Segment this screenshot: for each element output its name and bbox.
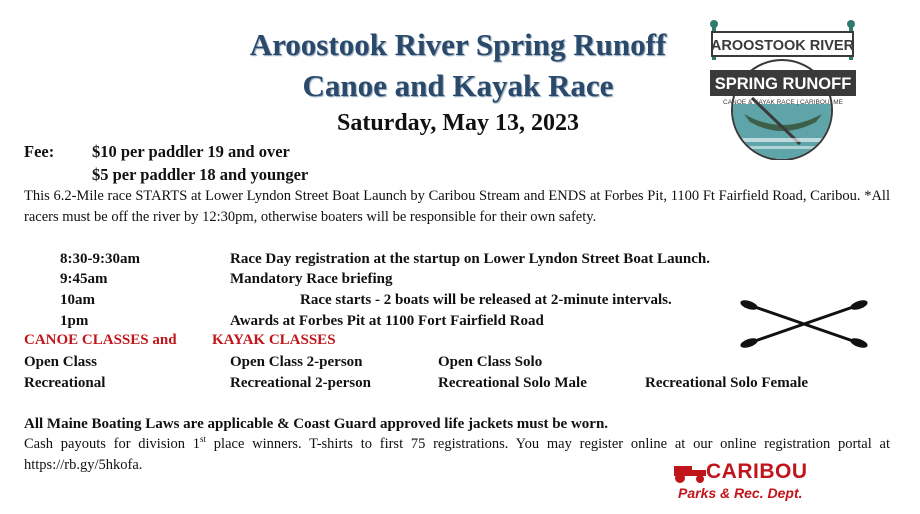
payout-text-1: Cash payouts for division 1 xyxy=(24,436,201,452)
race-logo-art xyxy=(704,18,862,160)
fee-youth: $5 per paddler 18 and younger xyxy=(92,165,309,184)
schedule-event-4: Awards at Forbes Pit at 1100 Fort Fairfield Road xyxy=(230,313,544,329)
payout-sup: st xyxy=(200,434,207,445)
schedule-time-3: 10am xyxy=(60,292,95,308)
page-title-line2: Canoe and Kayak Race xyxy=(302,68,614,103)
class-open-solo: Open Class Solo xyxy=(438,354,543,370)
fee-label: Fee: xyxy=(24,142,55,161)
race-logo xyxy=(704,18,862,160)
safety-notice: All Maine Boating Laws are applicable & Coast Guard approved life jackets must be worn. xyxy=(24,416,609,432)
logo-line2: SPRING RUNOFF xyxy=(714,75,852,93)
class-recreational-solo-female: Recreational Solo Female xyxy=(645,375,809,391)
class-open-2-person: Open Class 2-person xyxy=(230,354,363,370)
schedule-time-2: 9:45am xyxy=(60,271,108,287)
schedule-event-2: Mandatory Race briefing xyxy=(230,271,393,287)
race-description: This 6.2-Mile race STARTS at Lower Lyndon Street Boat Launch by Caribou Stream and ENDS at Forbes Pit, 1100 Ft Fairfield Road, Caribou. *All racers must be off the river by 12:30pm, otherwise boaters will be responsible for their own safety. xyxy=(24,188,890,225)
schedule-time-1: 8:30-9:30am xyxy=(60,251,140,267)
brand-name: CARIBOU xyxy=(706,460,808,483)
page-title: Aroostook River Spring Runoff xyxy=(249,27,667,62)
kayak-classes-heading: KAYAK CLASSES xyxy=(212,332,336,348)
schedule-event-1: Race Day registration at the startup on Lower Lyndon Street Boat Launch. xyxy=(230,251,710,267)
event-date: Saturday, May 13, 2023 xyxy=(336,110,579,136)
logo-lamp-right xyxy=(847,20,855,28)
logo-line3: CANOE & KAYAK RACE | CARIBOU, ME xyxy=(723,99,843,106)
payout-text-2: place winners. T-shirts to first 75 registrations. You may register online at our online registration portal at https://rb.gy/5hkofa. xyxy=(24,436,890,473)
crossed-paddles-icon xyxy=(738,298,870,350)
class-open: Open Class xyxy=(24,354,97,370)
class-recreational: Recreational xyxy=(24,375,106,391)
fee-adult: $10 per paddler 19 and over xyxy=(92,142,290,161)
schedule-time-4: 1pm xyxy=(60,313,89,329)
schedule-event-3: Race starts - 2 boats will be released at 2-minute intervals. xyxy=(300,292,672,308)
logo-lamp-left xyxy=(710,20,718,28)
brand-dept: Parks & Rec. Dept. xyxy=(678,485,803,501)
caribou-brand xyxy=(670,460,862,504)
canoe-classes-heading: CANOE CLASSES and xyxy=(24,332,177,348)
tractor-icon xyxy=(670,462,710,484)
class-recreational-2-person: Recreational 2-person xyxy=(230,375,371,391)
logo-line1: AROOSTOOK RIVER xyxy=(710,38,855,54)
class-recreational-solo-male: Recreational Solo Male xyxy=(438,375,587,391)
